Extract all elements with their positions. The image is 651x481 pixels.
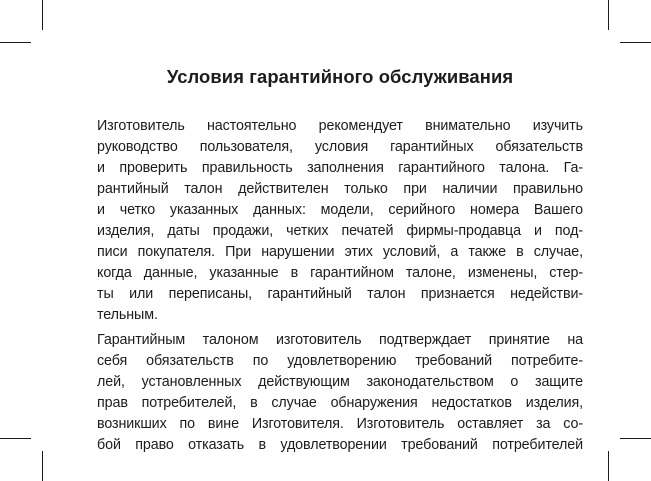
text-line: рантийный талон действителен только при наличии правильно xyxy=(97,181,583,197)
text-line: бой право отказать в удовлетворении требований потребителей xyxy=(97,437,583,453)
text-line: прав потребителей, в случае обнаружения недостатков изделия, xyxy=(97,395,583,411)
paragraph-warranty-conditions xyxy=(97,116,583,326)
text-line: и четко указанных данных: модели, серийного номера Вашего xyxy=(97,202,583,218)
text-line: возникших по вине Изготовителя. Изготовитель оставляет за со- xyxy=(97,416,583,432)
crop-mark-top-left-vertical xyxy=(42,0,43,30)
text-line: руководство пользователя, условия гарантийных обязательств xyxy=(97,139,583,155)
text-line: и проверить правильность заполнения гарантийного талона. Га- xyxy=(97,160,583,176)
text-line: изделия, даты продажи, четких печатей фирмы-продавца и под- xyxy=(97,223,583,239)
text-line: когда данные, указанные в гарантийном талоне, изменены, стер- xyxy=(97,265,583,281)
text-line: себя обязательств по удовлетворению требований потребите- xyxy=(97,353,583,369)
text-line: лей, установленных действующим законодательством о защите xyxy=(97,374,583,390)
document-page xyxy=(97,66,583,456)
crop-mark-bottom-right-horizontal xyxy=(620,438,651,439)
text-line: Гарантийным талоном изготовитель подтверждает принятие на xyxy=(97,332,583,348)
text-line: Изготовитель настоятельно рекомендует внимательно изучить xyxy=(97,118,583,134)
page-title: Условия гарантийного обслуживания xyxy=(166,66,514,87)
crop-mark-bottom-left-horizontal xyxy=(0,438,31,439)
crop-mark-bottom-right-vertical xyxy=(608,451,609,481)
crop-mark-top-right-vertical xyxy=(608,0,609,30)
text-line: ты или переписаны, гарантийный талон признается недействи- xyxy=(97,286,583,302)
crop-mark-top-right-horizontal xyxy=(620,42,651,43)
text-line: писи покупателя. При нарушении этих условий, а также в случае, xyxy=(97,244,583,260)
text-line: тельным. xyxy=(97,307,158,323)
crop-mark-top-left-horizontal xyxy=(0,42,31,43)
crop-mark-bottom-left-vertical xyxy=(42,451,43,481)
paragraph-manufacturer-obligations xyxy=(97,330,583,456)
